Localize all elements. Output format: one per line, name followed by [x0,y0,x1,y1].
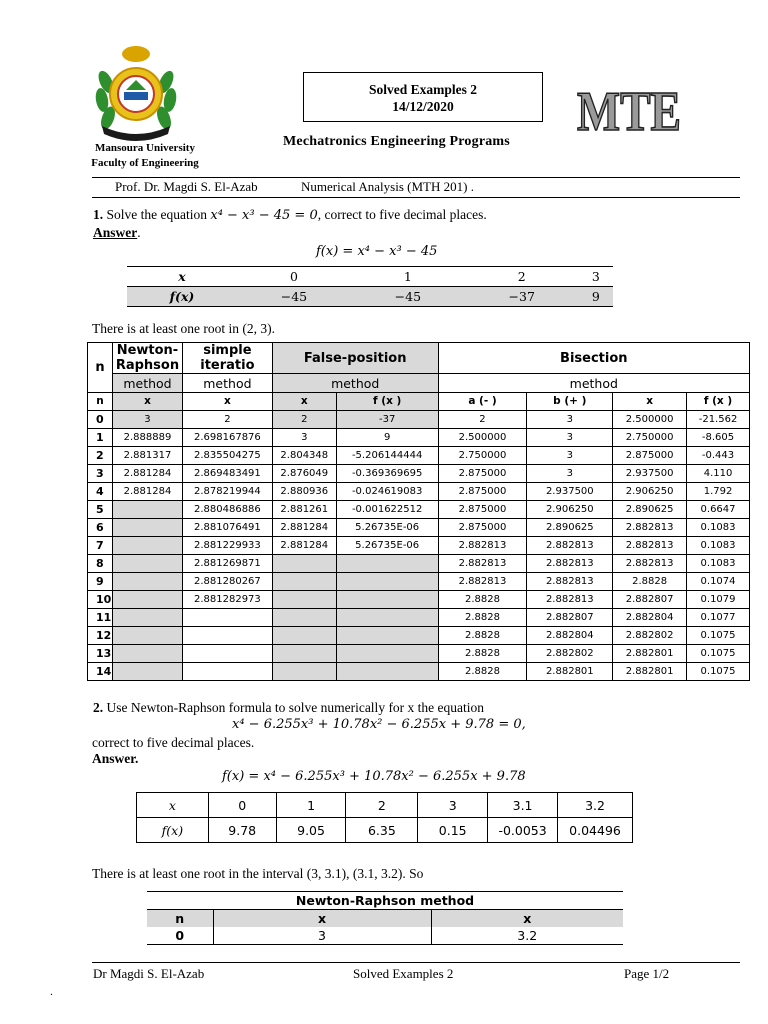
bis-fx-cell: 0.1083 [687,537,750,555]
row-n-cell: 4 [88,483,113,501]
title-box [303,72,543,122]
bis-x-cell: 2.882807 [613,591,687,609]
bis-fx-cell: 0.1079 [687,591,750,609]
false-position-header: False-position [272,343,438,374]
methods-table [87,342,750,681]
simple-iteration-header [182,343,272,374]
si-x-cell: 2.835504275 [182,447,272,465]
method-row [88,591,750,609]
course-name: Numerical Analysis (MTH 201) . [301,179,474,194]
col-fx: f (x ) [336,393,438,411]
fp-fx-cell [336,645,438,663]
q2-answer-label: Answer. [92,751,139,766]
bis-b-cell: 2.882813 [527,555,613,573]
q2-fx-label: f(x) [137,818,209,843]
fp-x-cell: 2.804348 [272,447,336,465]
footer-rule [92,962,740,963]
method-label: method [272,374,438,393]
nr-x-cell: 2.888889 [112,429,182,447]
col-b: b (+ ) [527,393,613,411]
doc-date: 14/12/2020 [392,99,454,114]
fp-x-cell [272,591,336,609]
question-1 [93,207,487,223]
simple-header-l2: iteratio [200,358,255,373]
q2-value-table [136,792,633,843]
fp-x-cell: 2.881284 [272,537,336,555]
fp-x-cell [272,609,336,627]
nr-title-row [147,892,623,910]
method-row [88,411,750,429]
q1-x-cell: 3 [579,267,613,287]
fp-fx-cell: 5.26735E-06 [336,537,438,555]
footer-author: Dr Magdi S. El-Azab [93,966,205,981]
q2-x-row [137,793,633,818]
fp-fx-cell: -0.024619083 [336,483,438,501]
si-x-cell: 2.878219944 [182,483,272,501]
row-n-cell: 9 [88,573,113,591]
fp-fx-cell: -5.206144444 [336,447,438,465]
method-row [88,465,750,483]
bis-a-cell: 2.875000 [438,483,527,501]
bis-b-cell: 2.882813 [527,537,613,555]
method-row [88,609,750,627]
q2-fx-cell: 9.78 [208,818,276,843]
method-row [88,663,750,681]
q1-answer-dot: . [137,225,141,240]
q2-equation: x⁴ − 6.255x³ + 10.78x² − 6.255x + 9.78 = 0, [232,717,526,732]
fp-x-cell: 2.881284 [272,519,336,537]
fp-x-cell [272,627,336,645]
q1-fx-cell: −37 [465,287,579,307]
university-name [80,141,210,171]
bis-x-cell: 2.937500 [613,465,687,483]
bis-a-cell: 2.500000 [438,429,527,447]
programs-heading: Mechatronics Engineering Programs [283,134,510,149]
fp-fx-cell [336,573,438,591]
method-row [88,573,750,591]
col-x: x [112,393,182,411]
si-x-cell: 2.880486886 [182,501,272,519]
fp-fx-cell: -0.369369695 [336,465,438,483]
nr-x-cell [112,609,182,627]
row-n-cell: 0 [88,411,113,429]
nr-x-cell [112,573,182,591]
bis-fx-cell: -21.562 [687,411,750,429]
q2-text2: correct to five decimal places. [92,735,255,750]
nr-row [147,927,623,945]
nr-x-cell: 2.881284 [112,465,182,483]
col-x: x [613,393,687,411]
header-rule-top [92,177,740,178]
faculty-line: Faculty of Engineering [91,157,199,169]
bis-a-cell: 2.8828 [438,591,527,609]
q2-fx-row [137,818,633,843]
q2-x-cell: 3.1 [488,793,558,818]
bis-b-cell: 2.882801 [527,663,613,681]
method-label-row [88,374,750,393]
nr-x-cell [112,501,182,519]
q2-number: 2. [93,700,104,715]
method-row [88,519,750,537]
q2-x-cell: 3.2 [558,793,633,818]
fp-fx-cell: 5.26735E-06 [336,519,438,537]
bis-x-cell: 2.882813 [613,537,687,555]
bis-fx-cell: 0.1075 [687,663,750,681]
row-n-cell: 1 [88,429,113,447]
si-x-cell [182,645,272,663]
q2-x-label: x [137,793,209,818]
method-label: method [438,374,749,393]
bis-x-cell: 2.882804 [613,609,687,627]
nr-header-row [147,910,623,928]
q2-x-cell: 1 [276,793,346,818]
method-row [88,501,750,519]
row-n-cell: 8 [88,555,113,573]
fp-fx-cell: -37 [336,411,438,429]
q2-fx-cell: -0.0053 [488,818,558,843]
q1-x-cell: 1 [351,267,465,287]
fp-fx-cell: 9 [336,429,438,447]
footer-dot: . [50,984,53,998]
bis-b-cell: 3 [527,447,613,465]
q1-x-label: x [127,267,237,287]
method-row [88,555,750,573]
bis-x-cell: 2.882801 [613,663,687,681]
bis-a-cell: 2.750000 [438,447,527,465]
fp-fx-cell [336,663,438,681]
q1-root-note: There is at least one root in (2, 3). [92,321,275,336]
fp-x-cell [272,663,336,681]
simple-header-l1: simple [203,343,252,358]
method-label: method [182,374,272,393]
fp-fx-cell: -0.001622512 [336,501,438,519]
q2-root-note: There is at least one root in the interval (3, 3.1), (3.1, 3.2). So [92,866,424,881]
column-header-row [88,393,750,411]
col-a: a (- ) [438,393,527,411]
col-fx: f (x ) [687,393,750,411]
nr-x-cell [112,537,182,555]
si-x-cell [182,609,272,627]
si-x-cell: 2.881269871 [182,555,272,573]
col-x: x [272,393,336,411]
bis-fx-cell: 0.1083 [687,519,750,537]
bis-fx-cell: 0.1075 [687,645,750,663]
nr-n-cell: 0 [147,927,213,945]
q1-fx-cell: 9 [579,287,613,307]
fp-x-cell: 3 [272,429,336,447]
col-x: x [182,393,272,411]
row-n-cell: 3 [88,465,113,483]
q1-fx-row [127,287,613,307]
newton-header [112,343,182,374]
method-row [88,537,750,555]
q1-x-cell: 2 [465,267,579,287]
header-rule-bottom [92,197,740,198]
bisection-header: Bisection [438,343,749,374]
q1-answer-label: Answer [93,225,138,240]
bis-x-cell: 2.875000 [613,447,687,465]
nr-title: Newton-Raphson method [147,892,623,910]
newton-header-l2: Raphson [115,358,180,373]
q1-answer [93,225,141,241]
q2-x-cell: 3 [418,793,488,818]
university-line1: Mansoura University [95,142,195,154]
si-x-cell [182,627,272,645]
fp-x-cell: 2 [272,411,336,429]
fp-x-cell: 2.876049 [272,465,336,483]
bis-x-cell: 2.882813 [613,555,687,573]
q2-x-cell: 0 [208,793,276,818]
si-x-cell [182,663,272,681]
bis-a-cell: 2.8828 [438,627,527,645]
row-n-cell: 6 [88,519,113,537]
q1-value-table [127,266,613,307]
bis-fx-cell: 4.110 [687,465,750,483]
q1-fx-cell: −45 [237,287,351,307]
si-x-cell: 2 [182,411,272,429]
bis-a-cell: 2.8828 [438,645,527,663]
row-n-cell: 5 [88,501,113,519]
row-n-cell: 12 [88,627,113,645]
q2-x-cell: 2 [346,793,418,818]
si-x-cell: 2.869483491 [182,465,272,483]
method-row [88,645,750,663]
footer-page: Page 1/2 [624,966,670,981]
bis-fx-cell: 0.1077 [687,609,750,627]
doc-title: Solved Examples 2 [368,82,477,97]
nr-x2-header: x [523,911,532,926]
nr-x-cell: 2.881284 [112,483,182,501]
mte-logo-text: MTE [577,81,681,143]
bis-fx-cell: -8.605 [687,429,750,447]
fp-fx-cell [336,609,438,627]
bis-a-cell: 2.8828 [438,609,527,627]
si-x-cell: 2.881280267 [182,573,272,591]
method-row [88,627,750,645]
row-n-cell: 11 [88,609,113,627]
bis-a-cell: 2 [438,411,527,429]
bis-b-cell: 2.882804 [527,627,613,645]
fp-x-cell: 2.880936 [272,483,336,501]
bis-b-cell: 3 [527,465,613,483]
bis-a-cell: 2.882813 [438,573,527,591]
bis-fx-cell: 0.1083 [687,555,750,573]
q1-x-row [127,267,613,287]
bis-x-cell: 2.882801 [613,645,687,663]
nr-n-header: n [147,910,213,928]
bis-fx-cell: 1.792 [687,483,750,501]
method-row [88,429,750,447]
bis-b-cell: 2.882807 [527,609,613,627]
bis-b-cell: 3 [527,411,613,429]
q2-newton-table [147,891,623,945]
question-2 [93,700,484,716]
q1-number: 1. [93,207,104,222]
bis-x-cell: 2.890625 [613,501,687,519]
col-n: n [88,393,113,411]
si-x-cell: 2.881076491 [182,519,272,537]
si-x-cell: 2.698167876 [182,429,272,447]
q1-fx-label: f(x) [127,287,237,307]
bis-a-cell: 2.882813 [438,555,527,573]
q1-x-cell: 0 [237,267,351,287]
nr-x-cell [112,645,182,663]
nr-x-cell [112,663,182,681]
fp-x-cell [272,555,336,573]
row-n-cell: 13 [88,645,113,663]
q2-text: Use Newton-Raphson formula to solve numerically for x the equation [103,700,485,715]
university-logo [90,42,182,142]
q1-text: Solve the equation [103,207,211,222]
professor-name: Prof. Dr. Magdi S. El-Azab [115,179,258,194]
bis-b-cell: 2.890625 [527,519,613,537]
row-n-cell: 7 [88,537,113,555]
bis-b-cell: 2.937500 [527,483,613,501]
row-n-cell: 2 [88,447,113,465]
bis-a-cell: 2.882813 [438,537,527,555]
footer-title: Solved Examples 2 [353,966,454,981]
nr-x-cell: 3 [112,411,182,429]
methods-table-body [88,411,750,681]
bis-x-cell: 2.750000 [613,429,687,447]
q1-equation: x⁴ − x³ − 45 = 0 [210,208,318,223]
bis-x-cell: 2.906250 [613,483,687,501]
nr-x-cell [112,519,182,537]
n-header: n [88,343,113,393]
fp-x-cell: 2.881261 [272,501,336,519]
method-row [88,447,750,465]
si-x-cell: 2.881282973 [182,591,272,609]
method-label: method [112,374,182,393]
bis-a-cell: 2.8828 [438,663,527,681]
fp-fx-cell [336,555,438,573]
bis-x-cell: 2.8828 [613,573,687,591]
nr-x-cell [112,627,182,645]
bis-x-cell: 2.882802 [613,627,687,645]
nr-x2-cell: 3.2 [431,927,623,945]
fp-x-cell [272,645,336,663]
q2-fx-cell: 9.05 [276,818,346,843]
bis-b-cell: 2.882813 [527,573,613,591]
nr-x-cell: 2.881317 [112,447,182,465]
nr-x-cell: 3 [213,927,431,945]
row-n-cell: 10 [88,591,113,609]
q1-text-after: , correct to five decimal places. [317,207,487,222]
q2-fx-cell: 0.15 [418,818,488,843]
mte-logo [575,80,685,145]
fp-fx-cell [336,627,438,645]
method-row [88,483,750,501]
bis-b-cell: 3 [527,429,613,447]
q1-function: f(x) = x⁴ − x³ − 45 [316,244,438,259]
bis-b-cell: 2.882813 [527,591,613,609]
si-x-cell: 2.881229933 [182,537,272,555]
bis-fx-cell: 0.6647 [687,501,750,519]
bis-a-cell: 2.875000 [438,519,527,537]
bis-b-cell: 2.882802 [527,645,613,663]
q2-function: f(x) = x⁴ − 6.255x³ + 10.78x² − 6.255x + 9.78 [222,769,526,784]
row-n-cell: 14 [88,663,113,681]
bis-fx-cell: -0.443 [687,447,750,465]
q2-fx-cell: 6.35 [346,818,418,843]
methods-header-row [88,343,750,374]
bis-b-cell: 2.906250 [527,501,613,519]
bis-a-cell: 2.875000 [438,465,527,483]
bis-fx-cell: 0.1075 [687,627,750,645]
q2-fx-cell: 0.04496 [558,818,633,843]
nr-x-cell [112,555,182,573]
fp-x-cell [272,573,336,591]
bis-x-cell: 2.882813 [613,519,687,537]
fp-fx-cell [336,591,438,609]
newton-header-l1: Newton- [116,343,179,358]
q1-fx-cell: −45 [351,287,465,307]
nr-x-header: x [213,910,431,928]
nr-x-cell [112,591,182,609]
bis-fx-cell: 0.1074 [687,573,750,591]
bis-a-cell: 2.875000 [438,501,527,519]
bis-x-cell: 2.500000 [613,411,687,429]
